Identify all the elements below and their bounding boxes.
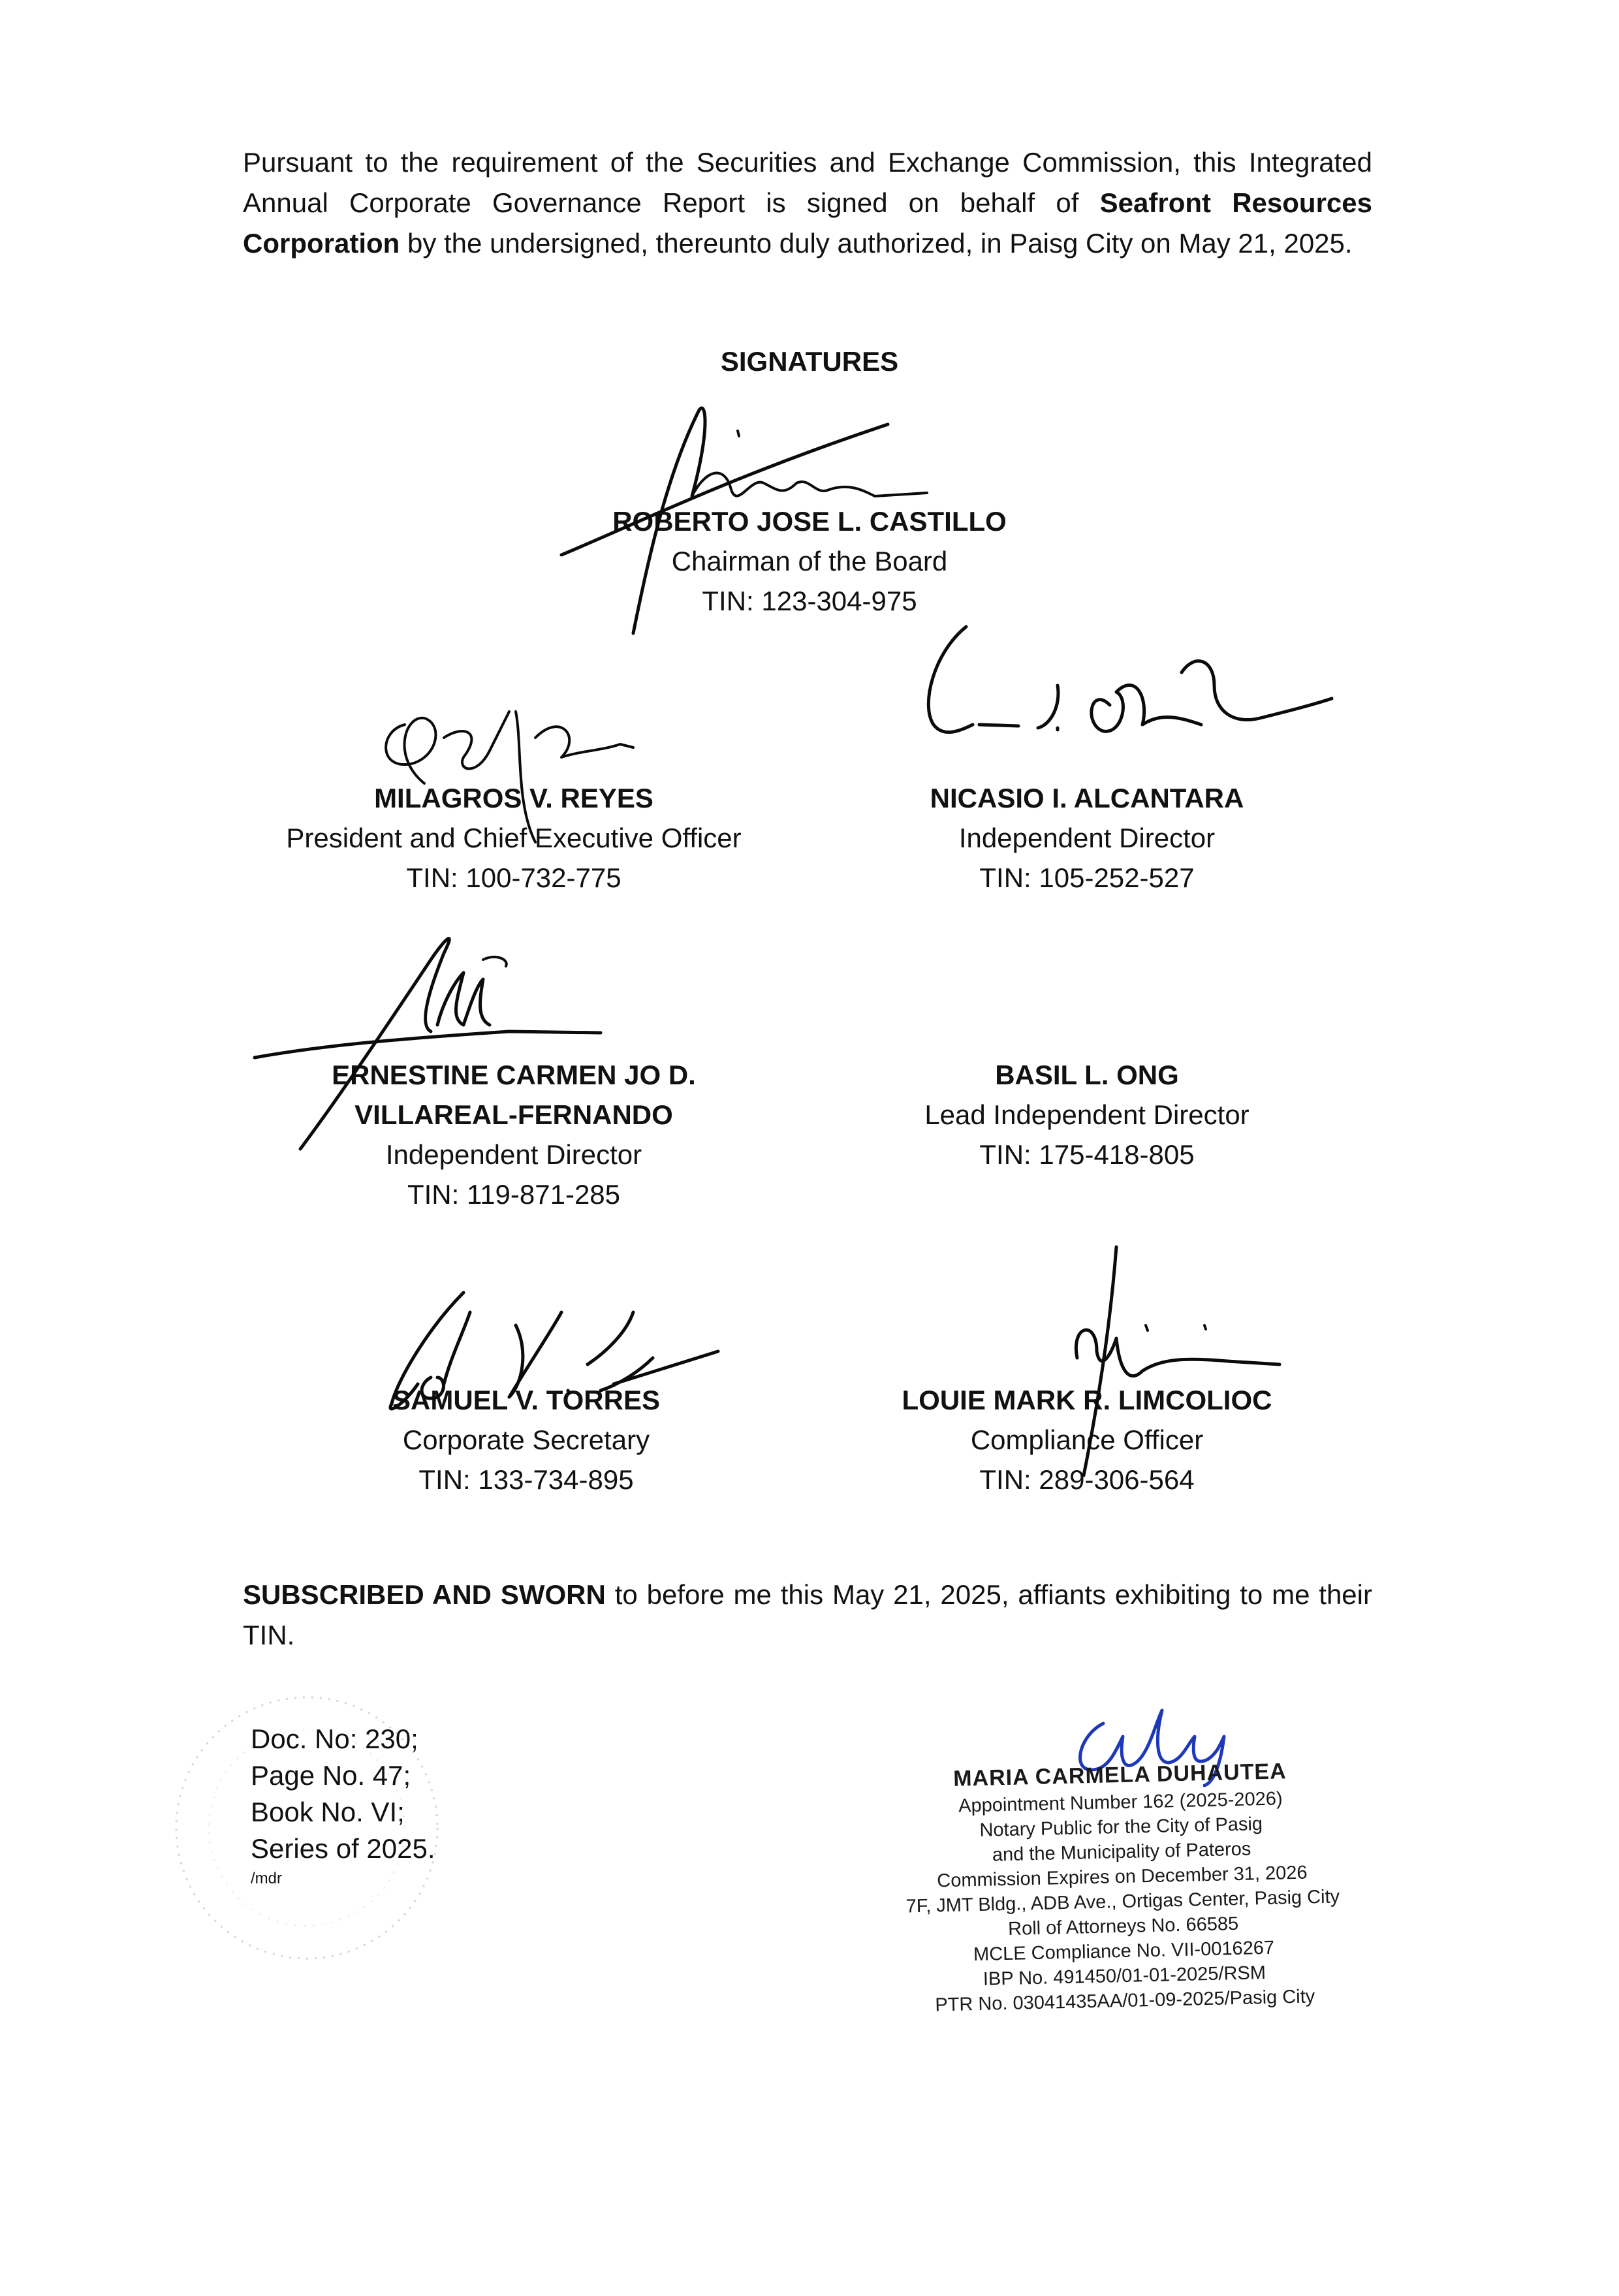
notary-line: 7F, JMT Bldg., ADB Ave., Ortigas Center, Pasig City — [905, 1886, 1340, 1917]
clerk-initials: /mdr — [251, 1870, 282, 1887]
intro-text-start: Pursuant to the requirement of the Securities and Exchange Commission, this Integrated Annual Corporate Governance Report is signed on behalf of — [243, 147, 1372, 218]
jurat-text: to before me this May 21, 2025, affiants exhibiting to me their TIN. — [243, 1579, 1372, 1650]
signatory-torres — [200, 1380, 853, 1500]
notary-line: IBP No. 491450/01-01-2025/RSM — [982, 1962, 1266, 1990]
notary-line: and the Municipality of Pateros — [992, 1838, 1251, 1866]
signatory-tin: TIN: 289-306-564 — [979, 1464, 1195, 1495]
signatory-title: President and Chief Executive Officer — [286, 823, 742, 853]
signatory-title: Lead Independent Director — [924, 1099, 1250, 1130]
signatory-tin: TIN: 175-418-805 — [979, 1139, 1195, 1170]
signatory-name: NICASIO I. ALCANTARA — [930, 783, 1244, 813]
notary-line: Appointment Number 162 (2025-2026) — [958, 1788, 1283, 1817]
signatory-name-line2: VILLAREAL-FERNANDO — [354, 1099, 673, 1130]
signatures-heading: SIGNATURES — [720, 346, 899, 377]
series-number: Series of 2025. — [251, 1833, 435, 1864]
signatory-tin: TIN: 123-304-975 — [702, 586, 917, 616]
signatory-name: ROBERTO JOSE L. CASTILLO — [612, 506, 1007, 537]
signatory-title: Chairman of the Board — [671, 546, 948, 576]
signatory-title: Independent Director — [385, 1139, 642, 1170]
signatory-name: MILAGROS V. REYES — [374, 783, 653, 813]
intro-paragraph — [243, 142, 1372, 264]
notary-line: Roll of Attorneys No. 66585 — [1007, 1913, 1239, 1940]
intro-text-end: by the undersigned, thereunto duly authorized, in Paisg City on May 21, 2025. — [400, 228, 1353, 259]
signatory-name: LOUIE MARK R. LIMCOLIOC — [902, 1385, 1272, 1415]
signatory-title: Independent Director — [958, 823, 1216, 853]
book-number: Book No. VI; — [251, 1797, 405, 1827]
signatory-fernando — [187, 1055, 840, 1214]
notary-line: MCLE Compliance No. VII-0016267 — [973, 1937, 1275, 1966]
signatory-name: BASIL L. ONG — [995, 1060, 1179, 1090]
signatory-tin: TIN: 100-732-775 — [406, 862, 621, 893]
notary-line: PTR No. 03041435AA/01-09-2025/Pasig City — [935, 1986, 1315, 2016]
signatory-tin: TIN: 105-252-527 — [979, 862, 1195, 893]
signatory-limcolioc — [761, 1380, 1413, 1500]
signatory-title: Compliance Officer — [970, 1424, 1204, 1455]
signatory-title: Corporate Secretary — [402, 1424, 650, 1455]
doc-number: Doc. No: 230; — [251, 1723, 418, 1754]
jurat-heading: SUBSCRIBED AND SWORN — [243, 1579, 606, 1610]
notarial-register — [251, 1721, 435, 1889]
notary-details — [875, 1757, 1370, 2019]
signatory-tin: TIN: 133-734-895 — [418, 1464, 634, 1495]
signatory-chairman — [483, 501, 1136, 621]
signatory-name: SAMUEL V. TORRES — [392, 1385, 660, 1415]
signature-alcantara — [907, 614, 1338, 783]
signatory-ong — [761, 1055, 1413, 1174]
notary-name: MARIA CARMELA DUHAUTEA — [952, 1759, 1287, 1791]
signatory-alcantara — [761, 778, 1413, 898]
notary-line: Notary Public for the City of Pasig — [979, 1814, 1263, 1841]
signatory-tin: TIN: 119-871-285 — [407, 1179, 621, 1210]
signatory-name-line1: ERNESTINE CARMEN JO D. — [332, 1060, 696, 1090]
notary-line: Commission Expires on December 31, 2026 — [936, 1862, 1308, 1892]
company-name: Seafront Resources Corporation — [243, 187, 1372, 259]
page-number: Page No. 47; — [251, 1760, 411, 1791]
signatory-president — [187, 778, 840, 898]
jurat-paragraph — [243, 1575, 1372, 1656]
